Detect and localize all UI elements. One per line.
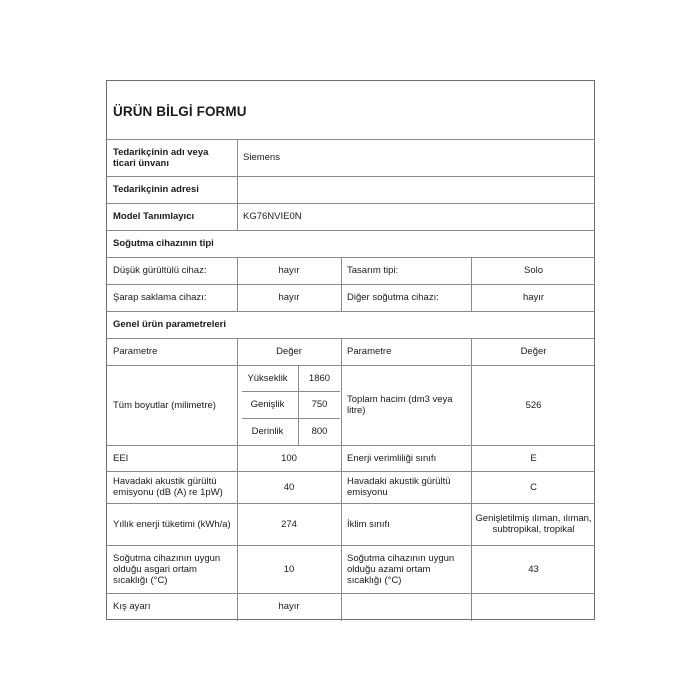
other-cooling-label: Diğer soğutma cihazı: bbox=[347, 292, 439, 303]
empty-label bbox=[341, 593, 471, 620]
other-cooling-value: hayır bbox=[522, 292, 545, 303]
noise-emission-value: 40 bbox=[283, 481, 295, 493]
dimensions-label: Tüm boyutlar (milimetre) bbox=[113, 399, 216, 411]
depth-label: Derinlik bbox=[251, 426, 284, 437]
depth-value: 800 bbox=[311, 426, 328, 437]
page-title: ÜRÜN BİLGİ FORMU bbox=[113, 104, 247, 119]
supplier-name-label: Tedarikçinin adı veya ticari ünvanı bbox=[113, 146, 209, 169]
model-label: Model Tanımlayıcı bbox=[113, 211, 195, 222]
cooling-type-header: Soğutma cihazının tipi bbox=[113, 238, 214, 249]
col-header-parameter: Parametre bbox=[113, 346, 158, 357]
noise-class-value: C bbox=[530, 481, 537, 493]
climate-class-value: Genişletilmiş ılıman, ılıman, subtropikal, tropikal bbox=[475, 513, 592, 535]
width-label: Genişlik bbox=[250, 399, 285, 410]
annual-energy-value: 274 bbox=[281, 518, 297, 530]
winter-setting-value: hayır bbox=[278, 601, 300, 612]
low-noise-label: Düşük gürültülü cihaz: bbox=[113, 265, 207, 276]
col-header-value: Değer bbox=[276, 346, 302, 357]
max-temp-value: 43 bbox=[528, 563, 539, 575]
eei-value: 100 bbox=[281, 452, 297, 464]
width-value: 750 bbox=[311, 399, 328, 410]
min-temp-value: 10 bbox=[283, 563, 295, 575]
height-value: 1860 bbox=[308, 372, 331, 384]
product-info-form bbox=[106, 80, 595, 620]
min-temp-label: Soğutma cihazının uygun olduğu asgari ortam sıcaklığı (°C) bbox=[113, 552, 221, 586]
design-type-value: Solo bbox=[523, 265, 543, 276]
max-temp-label: Soğutma cihazının uygun olduğu azami ortam sıcaklığı (°C) bbox=[347, 552, 455, 586]
energy-class-label: Enerji verimliliği sınıfı bbox=[347, 452, 437, 464]
total-volume-label: Toplam hacim (dm3 veya litre) bbox=[347, 394, 453, 416]
design-type-label: Tasarım tipi: bbox=[347, 265, 399, 276]
supplier-name-value: Siemens bbox=[243, 152, 280, 163]
col-header-value-2: Değer bbox=[520, 346, 547, 357]
wine-storage-value: hayır bbox=[278, 292, 300, 303]
climate-class-label: İklim sınıfı bbox=[347, 518, 390, 530]
eei-label: EEI bbox=[113, 452, 129, 464]
energy-class-value: E bbox=[530, 452, 537, 464]
supplier-address-value bbox=[237, 176, 596, 203]
total-volume-value: 526 bbox=[525, 399, 542, 411]
low-noise-value: hayır bbox=[278, 265, 300, 276]
noise-emission-label: Havadaki akustik gürültü emisyonu (dB (A) re 1pW) bbox=[113, 476, 223, 498]
noise-class-label: Havadaki akustik gürültü emisyonu bbox=[347, 476, 451, 498]
annual-energy-label: Yıllık enerji tüketimi (kWh/a) bbox=[113, 518, 231, 530]
height-label: Yükseklik bbox=[247, 372, 288, 384]
col-header-parameter-2: Parametre bbox=[347, 346, 392, 357]
supplier-address-label: Tedarikçinin adresi bbox=[113, 184, 199, 195]
general-params-header: Genel ürün parametreleri bbox=[113, 319, 226, 330]
model-value: KG76NVIE0N bbox=[243, 211, 302, 222]
empty-value bbox=[471, 593, 596, 620]
wine-storage-label: Şarap saklama cihazı: bbox=[113, 292, 207, 303]
winter-setting-label: Kış ayarı bbox=[113, 601, 151, 612]
